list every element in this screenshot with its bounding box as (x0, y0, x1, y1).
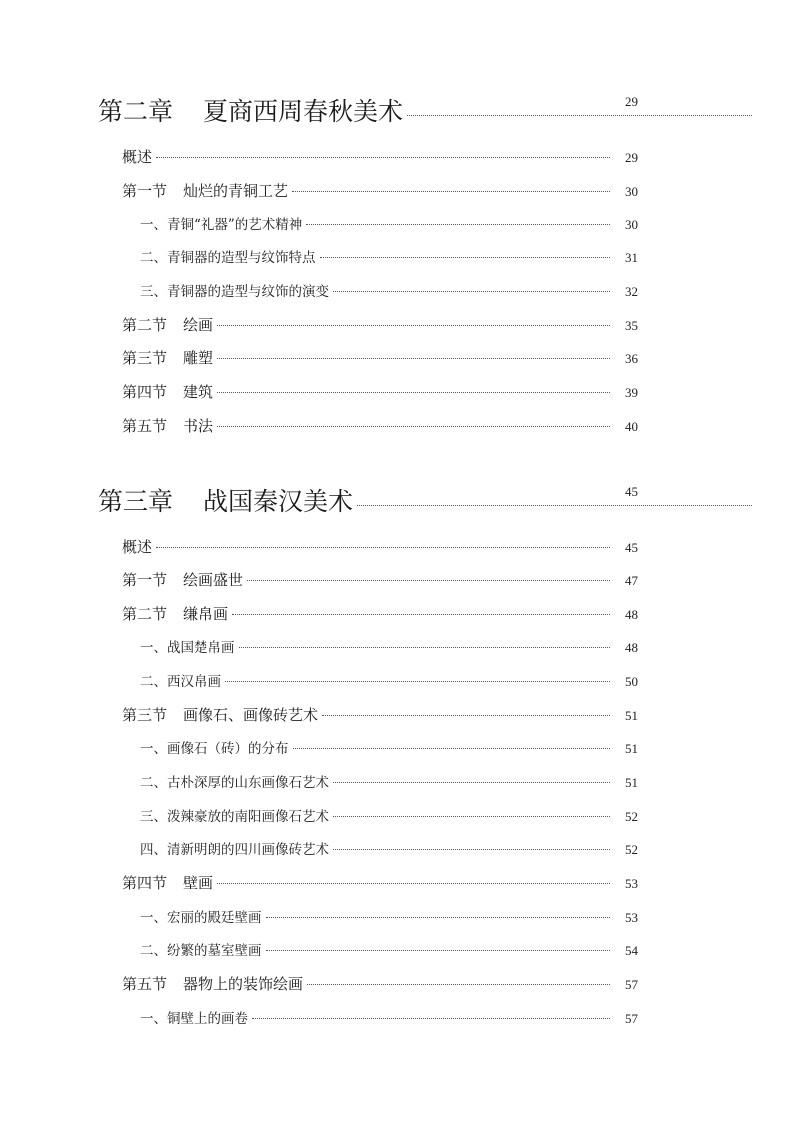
entry-title: 二、古朴深厚的山东画像石艺术 (140, 775, 329, 791)
page-number: 35 (625, 318, 638, 333)
entry-title: 一、铜壁上的画卷 (140, 1011, 248, 1027)
page-number: 51 (625, 741, 638, 756)
section-number: 第四节 (122, 874, 168, 892)
entry-title: 画像石、画像砖艺术 (183, 706, 319, 724)
toc-entry[interactable] (0, 180, 800, 201)
dot-leader (217, 426, 610, 427)
page-number: 39 (625, 385, 638, 400)
section-number: 第一节 (122, 571, 168, 589)
chapter-number: 第三章 (98, 487, 174, 516)
dot-leader (307, 984, 610, 985)
dot-leader (156, 157, 610, 158)
toc-entry[interactable] (0, 1007, 800, 1027)
dot-leader (225, 681, 610, 682)
page-number: 52 (625, 842, 638, 857)
section-number: 第二节 (122, 316, 168, 334)
dot-leader (217, 883, 610, 884)
chapter-number: 第二章 (98, 97, 174, 126)
page-number: 57 (625, 977, 638, 992)
toc-entry[interactable] (0, 246, 800, 266)
chapter-title: 夏商西周春秋美术 (203, 97, 404, 126)
entry-title: 三、泼辣豪放的南阳画像石艺术 (140, 809, 329, 825)
entry-title: 雕塑 (183, 349, 214, 367)
entry-title: 书法 (183, 417, 214, 435)
toc-entry[interactable] (0, 146, 800, 167)
page-number: 47 (625, 573, 638, 588)
page-number: 30 (625, 184, 638, 199)
entry-title: 一、战国楚帛画 (140, 640, 235, 656)
section-number: 第五节 (122, 417, 168, 435)
page-number: 53 (625, 876, 638, 891)
dot-leader (333, 849, 610, 850)
toc-entry[interactable] (0, 838, 800, 858)
dot-leader (247, 580, 610, 581)
entry-title: 一、画像石（砖）的分布 (140, 741, 289, 757)
dot-leader (322, 715, 610, 716)
entry-title: 二、纷繁的墓室壁画 (140, 943, 262, 959)
page-number: 45 (625, 484, 638, 499)
toc-entry[interactable] (0, 939, 800, 959)
toc-entry[interactable] (0, 737, 800, 757)
chapter-heading[interactable] (0, 92, 800, 128)
page-number: 50 (625, 674, 638, 689)
toc-entry[interactable] (0, 603, 800, 624)
toc-entry[interactable] (0, 536, 800, 557)
toc-entry[interactable] (0, 636, 800, 656)
page-number: 29 (625, 150, 638, 165)
section-number: 第一节 (122, 182, 168, 200)
dot-leader (320, 257, 611, 258)
page-number: 48 (625, 640, 638, 655)
section-number: 第四节 (122, 383, 168, 401)
chapter-title: 战国秦汉美术 (203, 487, 354, 516)
entry-title: 绘画盛世 (183, 571, 244, 589)
entry-title: 二、青铜器的造型与纹饰特点 (140, 250, 316, 266)
page-number: 52 (625, 809, 638, 824)
toc-entry[interactable] (0, 670, 800, 690)
toc-entry[interactable] (0, 569, 800, 590)
entry-title: 三、青铜器的造型与纹饰的演变 (140, 284, 329, 300)
toc-entry[interactable] (0, 872, 800, 893)
entry-title: 器物上的装饰绘画 (183, 975, 304, 993)
entry-title: 一、宏丽的殿廷壁画 (140, 910, 262, 926)
toc-entry[interactable] (0, 347, 800, 368)
page-number: 45 (625, 540, 638, 555)
dot-leader (292, 191, 610, 192)
section-number: 第三节 (122, 349, 168, 367)
dot-leader (252, 1018, 610, 1019)
entry-title: 二、西汉帛画 (140, 674, 221, 690)
toc-entry[interactable] (0, 704, 800, 725)
entry-title: 一、青铜“礼器”的艺术精神 (140, 217, 303, 233)
entry-title: 灿烂的青铜工艺 (183, 182, 289, 200)
dot-leader (357, 505, 752, 506)
dot-leader (306, 224, 610, 225)
section-number: 第五节 (122, 975, 168, 993)
toc-entry[interactable] (0, 973, 800, 994)
entry-title: 概述 (122, 538, 153, 556)
section-number: 第二节 (122, 605, 168, 623)
page-number: 36 (625, 351, 638, 366)
page-number: 40 (625, 419, 638, 434)
dot-leader (217, 325, 610, 326)
page-number: 51 (625, 708, 638, 723)
toc-entry[interactable] (0, 280, 800, 300)
section-number: 第三节 (122, 706, 168, 724)
toc-entry[interactable] (0, 314, 800, 335)
entry-title: 壁画 (183, 874, 214, 892)
page-number: 48 (625, 607, 638, 622)
dot-leader (239, 647, 611, 648)
page-number: 57 (625, 1011, 638, 1026)
page-number: 31 (625, 250, 638, 265)
dot-leader (293, 748, 611, 749)
dot-leader (156, 547, 610, 548)
dot-leader (333, 291, 610, 292)
dot-leader (407, 115, 752, 116)
page-number: 29 (625, 94, 638, 109)
entry-title: 缣帛画 (183, 605, 229, 623)
entry-title: 概述 (122, 148, 153, 166)
toc-entry[interactable] (0, 415, 800, 436)
entry-title: 四、清新明朗的四川画像砖艺术 (140, 842, 329, 858)
dot-leader (232, 614, 610, 615)
dot-leader (217, 358, 610, 359)
dot-leader (217, 392, 610, 393)
toc-entry[interactable] (0, 906, 800, 926)
toc-entry[interactable] (0, 771, 800, 791)
page-number: 51 (625, 775, 638, 790)
page-number: 32 (625, 284, 638, 299)
toc-entry[interactable] (0, 381, 800, 402)
dot-leader (266, 917, 611, 918)
page-number: 54 (625, 943, 638, 958)
toc-entry[interactable] (0, 805, 800, 825)
entry-title: 建筑 (183, 383, 214, 401)
dot-leader (333, 816, 610, 817)
dot-leader (333, 782, 610, 783)
chapter-heading[interactable] (0, 482, 800, 518)
dot-leader (266, 950, 611, 951)
toc-entry[interactable] (0, 213, 800, 233)
entry-title: 绘画 (183, 316, 214, 334)
page-number: 53 (625, 910, 638, 925)
page-number: 30 (625, 217, 638, 232)
